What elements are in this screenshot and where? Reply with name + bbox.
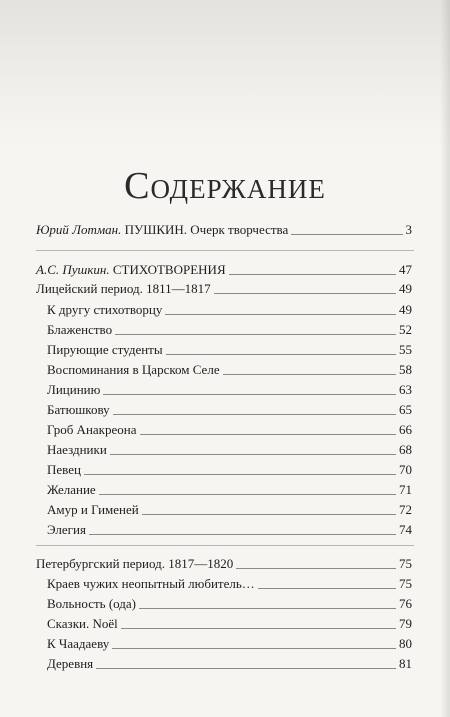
toc-entry[interactable] [47, 632, 412, 652]
toc-entry[interactable] [47, 358, 412, 378]
toc-entry-title: К другу стихотворцу [47, 302, 163, 317]
toc-entry-title: Певец [47, 462, 81, 477]
toc-page-number: 75 [399, 576, 412, 591]
dot-leader [223, 374, 396, 375]
toc-entry-title: Амур и Гименей [47, 502, 139, 517]
dot-leader [99, 494, 396, 495]
toc-title-text: СТИХОТВОРЕНИЯ [112, 262, 226, 277]
toc-page-number: 76 [399, 596, 412, 611]
toc-entry-title: Наездники [47, 442, 107, 457]
toc-entry[interactable] [47, 418, 412, 438]
toc-author: Юрий Лотман. [36, 222, 122, 237]
toc-entry[interactable] [47, 318, 412, 338]
toc-entry-title: Гроб Анакреона [47, 422, 137, 437]
toc-page-number: 75 [399, 556, 412, 571]
toc-page-number: 74 [399, 522, 412, 537]
toc-entry-title: Лицейский период. 1811—1817 [36, 281, 211, 296]
toc-page-number: 47 [399, 262, 412, 277]
toc-entry-title: Элегия [47, 522, 86, 537]
toc-entry[interactable] [47, 438, 412, 458]
dot-leader [142, 514, 396, 515]
toc-entry[interactable] [47, 478, 412, 498]
toc-entry[interactable] [36, 258, 412, 278]
toc-page-number: 65 [399, 402, 412, 417]
toc-page-number: 72 [399, 502, 412, 517]
dot-leader [113, 414, 396, 415]
toc-page-number: 58 [399, 362, 412, 377]
toc-page-number: 52 [399, 322, 412, 337]
page-title: Содержание [124, 165, 326, 207]
toc-title-text: ПУШКИН. Очерк творчества [124, 222, 289, 237]
toc-entry-title [36, 262, 226, 278]
toc-entry-title: К Чаадаеву [47, 636, 110, 651]
dot-leader [121, 628, 396, 629]
toc-entry[interactable] [36, 552, 412, 572]
toc-entry[interactable] [47, 652, 412, 672]
toc-entry[interactable] [47, 518, 412, 538]
toc-entry-title: Желание [47, 482, 96, 497]
dot-leader [236, 568, 396, 569]
dot-leader [84, 474, 396, 475]
toc-page-number: 49 [399, 281, 412, 296]
toc-entry[interactable] [47, 378, 412, 398]
dot-leader [139, 608, 396, 609]
toc-entry-title: Деревня [47, 656, 94, 671]
toc-entry[interactable] [36, 277, 412, 297]
dot-leader [258, 588, 396, 589]
section-divider [36, 250, 414, 251]
dot-leader [96, 668, 396, 669]
toc-entry-title: Петербургский период. 1817—1820 [36, 556, 234, 571]
dot-leader [229, 274, 396, 275]
toc-entry-title: Сказки. Noël [47, 616, 118, 631]
toc-page-number: 68 [399, 442, 412, 457]
toc-page-number: 79 [399, 616, 412, 631]
toc-entry[interactable] [47, 612, 412, 632]
toc-author: А.С. Пушкин. [36, 262, 110, 277]
toc-page-number: 71 [399, 482, 412, 497]
toc-page-number: 49 [399, 302, 412, 317]
toc-entry[interactable] [47, 298, 412, 318]
toc-entry[interactable] [47, 458, 412, 478]
toc-entry-title: Блаженство [47, 322, 113, 337]
toc-entry[interactable] [36, 218, 412, 238]
toc-entry[interactable] [47, 398, 412, 418]
toc-entry-title: Батюшкову [47, 402, 110, 417]
toc-page-number: 3 [405, 222, 412, 237]
toc-page-number: 66 [399, 422, 412, 437]
dot-leader [214, 293, 396, 294]
dot-leader [165, 314, 396, 315]
toc-entry-title: Воспоминания в Царском Селе [47, 362, 220, 377]
dot-leader [291, 234, 402, 235]
dot-leader [89, 534, 396, 535]
toc-page-number: 80 [399, 636, 412, 651]
section-divider [36, 545, 414, 546]
toc-entry-title [36, 222, 288, 238]
toc-entry[interactable] [47, 572, 412, 592]
dot-leader [140, 434, 397, 435]
toc-entry-title: Лицинию [47, 382, 101, 397]
toc-entry[interactable] [47, 338, 412, 358]
toc-entry-title: Вольность (ода) [47, 596, 136, 611]
toc-entry-title: Краев чужих неопытный любитель… [47, 576, 255, 591]
toc-entry-title: Пирующие студенты [47, 342, 163, 357]
dot-leader [112, 648, 396, 649]
dot-leader [110, 454, 396, 455]
dot-leader [166, 354, 396, 355]
dot-leader [115, 334, 396, 335]
toc-page-number: 55 [399, 342, 412, 357]
toc-page-number: 70 [399, 462, 412, 477]
toc-page-number: 63 [399, 382, 412, 397]
toc-page-number: 81 [399, 656, 412, 671]
dot-leader [103, 394, 396, 395]
toc-entry[interactable] [47, 592, 412, 612]
toc-entry[interactable] [47, 498, 412, 518]
